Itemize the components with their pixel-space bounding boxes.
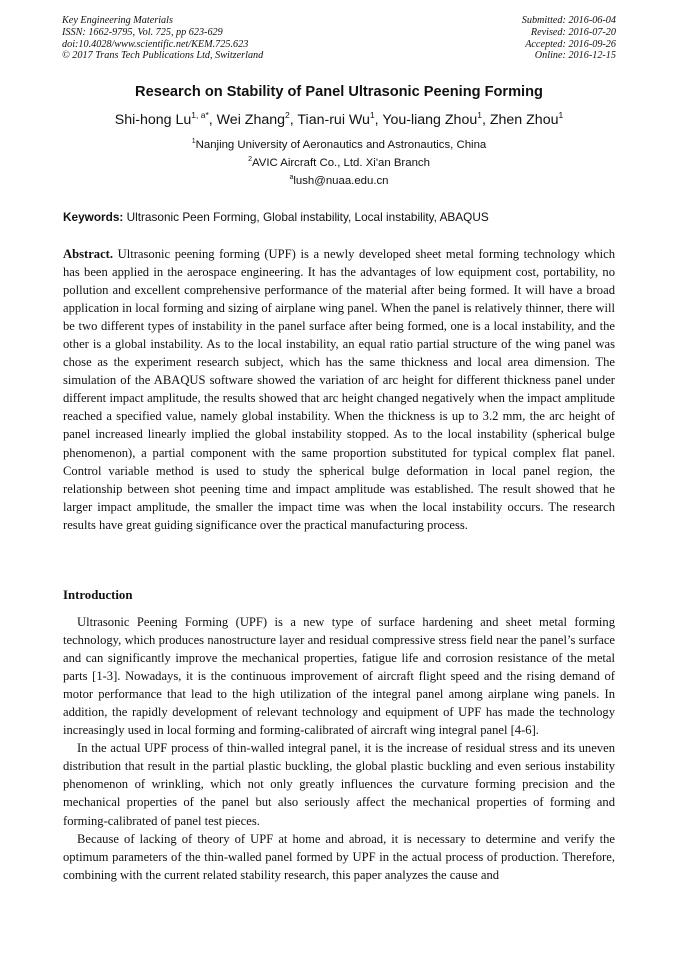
dates-info: [522, 15, 616, 62]
introduction-body: [63, 613, 615, 884]
affiliation: [0, 139, 678, 151]
paper-title: Research on Stability of Panel Ultrasonic Peening Forming: [135, 84, 543, 100]
affiliation-sup: 2: [248, 156, 252, 163]
author-name: Tian-rui Wu: [297, 112, 370, 128]
affiliation-sup: 1: [191, 138, 196, 145]
paragraph: Ultrasonic Peening Forming (UPF) is a new type of surface hardening and sheet metal forming technology, which produces nanostructure layer and residual compressive stress field near the panel’s surface and can significantly improve the mechanical properties, fatigue life and corrosion resistance of the metal parts [1-3]. Nowadays, it is the continuous improvement of aircraft flight speed and the rising demand of motor performance that lead to the high utilization of the integral panel among airplane wing panels. In addition, the rapidly development of relevant technology and equipment of UPF has made the technology increasingly used in local forming and forming-calibrated of aircraft wing integral panel [4-6].: [63, 615, 615, 738]
author-email: [0, 175, 678, 187]
author-sup: 1: [477, 110, 482, 120]
affiliation-sup: a: [289, 174, 294, 181]
doi[interactable]: doi:10.4028/www.scientific.net/KEM.725.623: [62, 38, 249, 50]
keywords: [63, 210, 615, 224]
author-sup: 1: [558, 110, 564, 120]
copyright: © 2017 Trans Tech Publications Ltd, Switzerland: [62, 50, 264, 62]
submitted-date: Submitted: 2016-06-04: [521, 15, 616, 26]
email-text[interactable]: lush@nuaa.edu.cn: [293, 175, 389, 187]
author-list: Shi-hong $Lu^{1, a*}$, Wei Zhang$^2$, Tian-rui Wu$^1$, You-liang Zhou$^1$, Zhen Zhou$^1$: [114, 110, 564, 128]
journal-name: Key Engineering Materials: [62, 15, 173, 26]
author-sup: 1, a*: [191, 110, 209, 120]
online-date: Online: 2016-12-15: [534, 50, 616, 62]
author-name: Wei Zhang: [216, 112, 286, 128]
keywords-label: Keywords:: [63, 210, 124, 224]
issn: ISSN: 1662-9795, Vol. 725, pp 623-629: [62, 26, 223, 38]
affiliation: [0, 157, 678, 169]
keywords-text: Ultrasonic Peen Forming, Global instability, Local instability, ABAQUS: [123, 210, 489, 224]
author-name: You-liang Zhou: [382, 112, 478, 128]
author-name: Shi-hong Lu: [114, 112, 192, 128]
affiliation-text: Nanjing University of Aeronautics and Astronautics, China: [195, 139, 487, 151]
accepted-date: Accepted: 2016-09-26: [525, 38, 616, 50]
abstract-text: Ultrasonic peening forming (UPF) is a newly developed sheet metal forming technology which has been applied in the aerospace engineering. It has the advantages of low equipment cost, portability, no pollution and excellent comprehensive performance of the material after being formed. It will have a broad application in local forming and sizing of airplane wing panel. When the panel is relatively thinner, there will be two different types of instability in the panel surface after being formed, one is a local instability, and the other is a global instability. As to the local instability, an equal ratio partial structure of the wing panel was chose as the experiment research subject, which has the same thickness and local area dimension. The simulation of the ABAQUS software showed the variation of arc height for different thickness panel under different impact amplitude, the results showed that arc height changed negatively when the impact amplitude reached a specified value, namely global instability. When the thickness is up to 3.2 mm, the arc height of panel increased linearly implied the global instability stopped. As to the local instability (spherical bulge phenomenon), a partial component with the same proportion substituted for typical complex flat panel. Control variable method is used to study the spherical bulge deformation in local panel region, the relationship between shot peening time and impact amplitude was established. The result showed that he larger impact amplitude, the smaller the impact time was when the local instability occurs. The research results have great guiding significance over the practical manufacturing process.: [63, 247, 615, 532]
journal-info: [62, 15, 263, 62]
paragraph: In the actual UPF process of thin-walled integral panel, it is the increase of residual stress and its uneven distribution that result in the partial plastic buckling, the global plastic buckling and even serious instability phenomenon of wrinkling, which not only greatly influences the curvature forming precision and the mechanical properties of the panel but also seriously affect the mechanical properties of forming and forming-calibrated of panel test pieces.: [63, 741, 615, 828]
author-sup: 2: [285, 110, 290, 120]
section-heading-introduction: Introduction: [63, 588, 133, 602]
author-name: Zhen Zhou: [489, 112, 559, 128]
abstract-label: Abstract.: [63, 247, 114, 261]
author-sup: 1: [369, 110, 375, 120]
abstract: [63, 245, 615, 534]
paragraph: Because of lacking of theory of UPF at home and abroad, it is necessary to determine and verify the optimum parameters of the thin-walled panel formed by UPF in the actual process of production. Therefore, combining with the current related stability research, this paper analyzes the cause and: [63, 831, 615, 882]
affiliation-text: AVIC Aircraft Co., Ltd. Xi'an Branch: [251, 157, 430, 169]
revised-date: Revised: 2016-07-20: [530, 26, 616, 38]
